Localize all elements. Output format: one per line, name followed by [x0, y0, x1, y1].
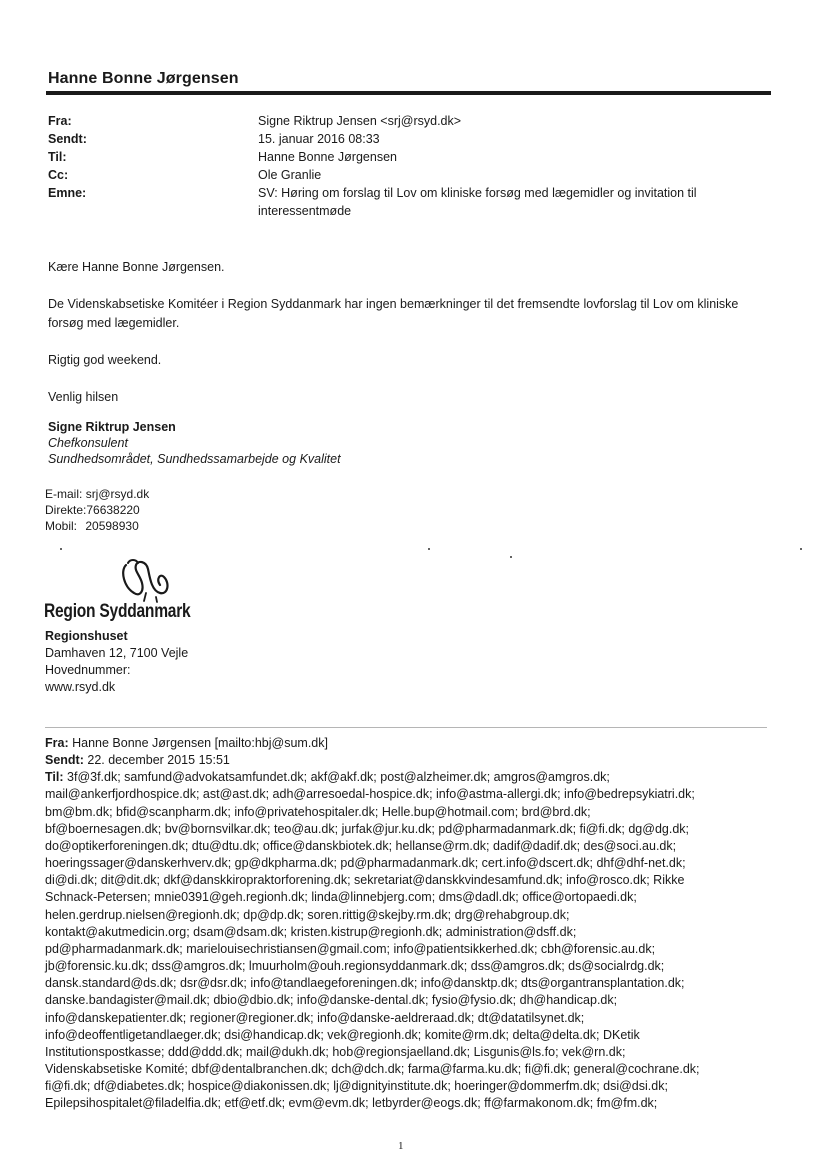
- original-to-label: Til:: [45, 770, 64, 785]
- recipient-line: dansk.standard@ds.dk; dsr@dsr.dk; info@tandlaegeforeningen.dk; info@dansktp.dk; dts@organtransplantation.dk;: [45, 976, 685, 991]
- main-number-label: Hovednummer:: [45, 663, 131, 677]
- recipient-line: fi@fi.dk; df@diabetes.dk; hospice@diakonissen.dk; lj@dignityinstitute.dk; hoeringer@dommerfm.dk; dsi@dsi.dk;: [45, 1079, 668, 1094]
- original-from-row: [45, 735, 775, 752]
- body-paragraph: De Videnskabsetiske Komitéer i Region Syddanmark har ingen bemærkninger til det fremsendte lovforslag til Lov om kliniske forsøg med lægemidler.: [48, 297, 739, 330]
- recipient-line: di@di.dk; dit@dit.dk; dkf@danskkiropraktorforening.dk; sekretariat@danskkvindesamfund.dk; info@rosco.dk; Rikke: [45, 873, 685, 888]
- building-name: Regionshuset: [45, 629, 128, 643]
- header-label: Til:: [48, 150, 67, 164]
- recipient-line: helen.gerdrup.nielsen@regionh.dk; dp@dp.dk; soren.rittig@skejby.rm.dk; drg@rehabgroup.dk;: [45, 907, 570, 922]
- email-body: [48, 258, 778, 425]
- original-from: Hanne Bonne Jørgensen [mailto:hbj@sum.dk]: [72, 736, 328, 750]
- mobile-label: Mobil:: [45, 519, 78, 533]
- recipient-line: Institutionspostkasse; ddd@ddd.dk; mail@dukh.dk; hob@regionsjaelland.dk; Lisgunis@ls.fo; vek@rn.dk;: [45, 1044, 626, 1059]
- header-row-cc: [48, 166, 768, 184]
- header-row-to: [48, 148, 768, 166]
- scan-speck: [510, 556, 512, 558]
- recipient-line: info@deoffentligetandlaeger.dk; dsi@handicap.dk; vek@regionh.dk; komite@rm.dk; delta@delta.dk; DKetik: [45, 1027, 640, 1042]
- recipient-line: Schnack-Petersen; mnie0391@geh.regionh.dk; linda@linnebjerg.com; dms@dadl.dk; office@ortopaedi.dk;: [45, 890, 637, 905]
- contact-block: [45, 486, 149, 534]
- scan-speck: [428, 548, 430, 550]
- recipient-line: [45, 769, 775, 786]
- region-logo-text: Region Syddanmark: [44, 601, 191, 622]
- recipient-line: mail@ankerfjordhospice.dk; ast@ast.dk; adh@arresoedal-hospice.dk; info@astma-allergi.dk; info@bedrepsykiatri.dk;: [45, 787, 695, 802]
- recipient-line: bf@boernesagen.dk; bv@bornsvilkar.dk; teo@au.dk; jurfak@jur.ku.dk; pd@pharmadanmark.dk; fi@fi.dk; dg@dg.dk;: [45, 821, 690, 836]
- header-row-sent: [48, 130, 768, 148]
- region-logo: [44, 557, 204, 623]
- scan-speck: [60, 548, 62, 550]
- signature-department: Sundhedsområdet, Sundhedssamarbejde og Kvalitet: [48, 452, 341, 466]
- header-rule: [46, 91, 771, 95]
- header-row-subject: [48, 184, 768, 220]
- recipient-line: info@danskepatienter.dk; regioner@regioner.dk; info@danske-aeldreraad.dk; dt@datatilsynet.dk;: [45, 1010, 585, 1025]
- address-block: [45, 628, 188, 696]
- recipient-line: Epilepsihospitalet@filadelfia.dk; etf@etf.dk; evm@evm.dk; letbyrder@eogs.dk; ff@farmakonom.dk; fm@fm.dk;: [45, 1096, 658, 1111]
- recipient-line: danske.bandagister@mail.dk; dbio@dbio.dk; info@danske-dental.dk; fysio@fysio.dk; dh@handicap.dk;: [45, 993, 618, 1008]
- recipient-line: pd@pharmadanmark.dk; marielouisechristiansen@gmail.com; info@patientsikkerhed.dk; cbh@forensic.au.dk;: [45, 941, 656, 956]
- header-value: SV: Høring om forslag til Lov om kliniske forsøg med lægemidler og invitation til interessentmøde: [258, 186, 697, 218]
- email-address[interactable]: srj@rsyd.dk: [85, 487, 150, 501]
- header-value: Signe Riktrup Jensen <srj@rsyd.dk>: [258, 114, 462, 128]
- recipient-line: do@optikerforeningen.dk; dtu@dtu.dk; office@danskbiotek.dk; hellanse@rm.dk; dadif@dadif.dk; des@soci.au.dk;: [45, 838, 677, 853]
- direct-label: Direkte:: [45, 503, 87, 517]
- greeting: Kære Hanne Bonne Jørgensen.: [48, 260, 225, 274]
- closing: Venlig hilsen: [48, 390, 119, 404]
- original-sent-row: [45, 752, 775, 769]
- header-row-from: [48, 112, 768, 130]
- header-value: Hanne Bonne Jørgensen: [258, 150, 397, 164]
- recipient-line: Videnskabsetiske Komité; dbf@dentalbranchen.dk; dch@dch.dk; farma@farma.ku.dk; fi@fi.dk; general@cochrane.dk;: [45, 1061, 700, 1076]
- original-sent-label: Sendt:: [45, 753, 84, 768]
- signature: [48, 419, 341, 467]
- recipient-line: kontakt@akutmedicin.org; dsam@dsam.dk; kristen.kistrup@regionh.dk; administration@dsff.dk;: [45, 924, 577, 939]
- header-label: Cc:: [48, 168, 69, 182]
- recipient-text: 3f@3f.dk; samfund@advokatsamfundet.dk; akf@akf.dk; post@alzheimer.dk; amgros@amgros.dk;: [67, 770, 610, 785]
- contact-email-row: [45, 486, 149, 502]
- header-label: Emne:: [48, 186, 87, 200]
- direct-number: 76638220: [86, 503, 140, 517]
- email-label: E-mail:: [45, 487, 83, 501]
- header-label: Fra:: [48, 114, 72, 128]
- header-value: Ole Granlie: [258, 168, 322, 182]
- mobile-number: 20598930: [85, 519, 139, 533]
- quoted-original-message: [45, 735, 775, 1112]
- signature-title: Chefkonsulent: [48, 436, 128, 450]
- original-to-block: [45, 769, 775, 1112]
- scan-speck: [800, 548, 802, 550]
- header-value: 15. januar 2016 08:33: [258, 132, 380, 146]
- email-header: [48, 112, 768, 220]
- contact-direct-row: [45, 502, 149, 518]
- page-number: 1: [398, 1140, 404, 1152]
- mailbox-owner-name: Hanne Bonne Jørgensen: [48, 70, 239, 87]
- recipient-line: bm@bm.dk; bfid@scanpharm.dk; info@privatehospitaler.dk; Helle.bup@hotmail.com; brd@brd.dk;: [45, 804, 591, 819]
- quoted-message-divider: [45, 727, 767, 728]
- contact-mobile-row: [45, 518, 149, 534]
- header-label: Sendt:: [48, 132, 87, 146]
- weekend-wish: Rigtig god weekend.: [48, 353, 162, 367]
- signature-name: Signe Riktrup Jensen: [48, 420, 176, 434]
- website-link[interactable]: www.rsyd.dk: [45, 680, 116, 694]
- original-sent: 22. december 2015 15:51: [87, 753, 230, 768]
- street-address: Damhaven 12, 7100 Vejle: [45, 646, 189, 660]
- original-from-label: Fra:: [45, 736, 69, 750]
- recipient-line: jb@forensic.ku.dk; dss@amgros.dk; lmuurholm@ouh.regionsyddanmark.dk; dss@amgros.dk; ds@socialrdg.dk;: [45, 959, 665, 974]
- region-logo-mark-icon: [116, 557, 172, 603]
- recipient-line: hoeringssager@danskerhverv.dk; gp@dkpharma.dk; pd@pharmadanmark.dk; cert.info@dscert.dk; dhf@dhf-net.dk;: [45, 856, 686, 871]
